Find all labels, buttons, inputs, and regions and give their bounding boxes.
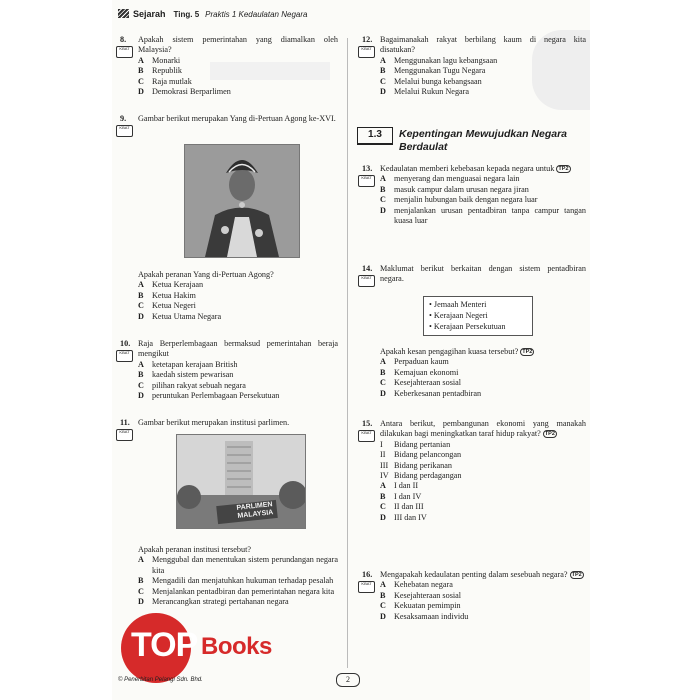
kbat-badge: KBAT	[358, 430, 375, 442]
option-text: Menggunakan Tugu Negara	[394, 66, 486, 76]
option-letter: D	[380, 87, 386, 97]
section-title: Kepentingan Mewujudkan Negara Berdaulat	[399, 128, 568, 153]
info-box-item: • Kerajaan Persekutuan	[429, 321, 532, 332]
statement-numeral: II	[380, 450, 386, 460]
question-text: Bagaimanakah rakyat berbilang kaum di negara kita disatukan?	[380, 35, 586, 55]
option-text: Melalui bunga kebangsaan	[394, 76, 482, 86]
statement-text: Bidang pertanian	[394, 439, 451, 449]
question-11	[119, 418, 338, 434]
publisher-footer: © Penerbitan Pelangi Sdn. Bhd.	[118, 677, 203, 683]
option-a[interactable]	[138, 360, 338, 370]
question-text	[380, 164, 586, 174]
question-8	[120, 35, 338, 97]
option-letter: D	[138, 311, 144, 321]
option-c[interactable]	[138, 587, 338, 597]
question-text: Apakah peranan Yang di-Pertuan Agong?	[138, 270, 274, 279]
option-list	[380, 580, 586, 622]
option-list	[380, 481, 586, 523]
option-text: Menggubal dan menentukan sistem perundangan negara kita	[152, 555, 338, 575]
question-text-body: Apakah kesan pengagihan kuasa tersebut?	[380, 347, 519, 356]
option-text: I dan IV	[394, 491, 422, 501]
question-text	[380, 419, 586, 440]
option-text: Perpaduan kaum	[394, 357, 449, 367]
question-text: Apakah sistem pemerintahan yang diamalkan oleh Malaysia?	[138, 35, 338, 55]
option-letter: C	[380, 195, 386, 205]
option-a[interactable]	[138, 56, 338, 66]
kbat-badge: KBAT	[358, 175, 375, 187]
info-box	[423, 296, 533, 336]
option-letter: A	[380, 174, 386, 184]
option-b[interactable]	[138, 576, 338, 586]
option-letter: A	[380, 481, 386, 491]
section-heading	[357, 127, 587, 157]
statement-numeral: IV	[380, 471, 389, 481]
option-letter: A	[380, 357, 386, 367]
option-letter: A	[138, 359, 144, 369]
option-text: Monarki	[152, 55, 181, 65]
option-letter: A	[380, 580, 386, 590]
option-text: Raja mutlak	[152, 76, 192, 86]
option-letter: D	[380, 512, 386, 522]
tp-badge: TP2	[571, 572, 582, 578]
option-list	[138, 555, 338, 607]
kbat-badge: KBAT	[358, 46, 375, 58]
option-letter: D	[380, 388, 386, 398]
statement-i	[380, 440, 586, 450]
option-text: Kehebatan negara	[394, 580, 453, 590]
option-c[interactable]	[380, 601, 586, 611]
option-c[interactable]	[138, 381, 338, 391]
question-14	[362, 264, 586, 285]
option-c[interactable]	[380, 195, 586, 205]
option-text: Kesaksamaan individu	[394, 611, 469, 621]
option-text: Menggunakan lagu kebangsaan	[394, 55, 498, 65]
option-letter: B	[138, 66, 144, 76]
question-9	[119, 114, 338, 130]
statement-list	[380, 440, 586, 482]
option-text: peruntukan Perlembagaan Persekutuan	[152, 391, 280, 401]
statement-text: Bidang pelancongan	[394, 450, 462, 460]
tp-badge: TP2	[522, 349, 533, 355]
option-b[interactable]	[380, 66, 586, 76]
question-number: 9.	[120, 114, 127, 123]
option-letter: C	[380, 502, 386, 512]
option-letter: A	[380, 55, 386, 65]
header-form: Ting. 5	[173, 10, 200, 19]
question-text-body: Antara berikut, pembangunan ekonomi yang manakah dilakukan bagi meningkatkan taraf hidup rakyat?	[380, 419, 586, 439]
option-letter: D	[138, 597, 144, 607]
option-letter: B	[138, 370, 144, 380]
option-b[interactable]	[138, 370, 338, 380]
question-12	[362, 35, 586, 97]
option-a[interactable]	[138, 280, 338, 290]
option-d[interactable]	[380, 513, 586, 523]
option-letter: D	[380, 205, 386, 215]
option-d[interactable]	[380, 389, 586, 399]
option-a[interactable]	[380, 174, 586, 184]
statement-text: Bidang perikanan	[394, 460, 452, 470]
option-b[interactable]	[380, 591, 586, 601]
option-d[interactable]	[380, 206, 586, 227]
kbat-badge: KBAT	[358, 581, 375, 593]
option-text: Ketua Hakim	[152, 290, 196, 300]
option-text: Kesejahteraan sosial	[394, 378, 462, 388]
question-number: 12.	[362, 35, 373, 44]
option-a[interactable]	[380, 580, 586, 590]
option-c[interactable]	[138, 301, 338, 311]
statement-iii	[380, 461, 586, 471]
question-number: 11.	[120, 418, 130, 427]
statement-iv	[380, 471, 586, 481]
statement-numeral: III	[380, 460, 389, 470]
question-text: Maklumat berikut berkaitan dengan sistem pentadbiran negara.	[380, 264, 586, 284]
option-b[interactable]	[138, 291, 338, 301]
option-letter: A	[138, 555, 144, 565]
question-number: 14.	[362, 264, 373, 273]
option-list	[380, 357, 586, 399]
option-text: Ketua Kerajaan	[152, 280, 204, 290]
option-b[interactable]	[138, 66, 338, 76]
header-subject: Sejarah	[133, 9, 166, 19]
parliament-sign-text: PARLIMEN MALAYSIA	[236, 501, 274, 520]
question-text: Gambar berikut merupakan institusi parlimen.	[138, 418, 290, 427]
option-letter: C	[138, 76, 144, 86]
running-header	[118, 9, 307, 19]
option-text: masuk campur dalam urusan negara jiran	[394, 184, 529, 194]
option-text: menyerang dan menguasai negara lain	[394, 174, 520, 184]
kbat-badge: KBAT	[116, 46, 133, 58]
option-text: Kemajuan ekonomi	[394, 367, 459, 377]
option-letter: B	[138, 576, 144, 586]
option-letter: A	[138, 55, 144, 65]
info-box-item: • Jemaah Menteri	[429, 299, 532, 310]
option-letter: A	[138, 280, 144, 290]
option-letter: C	[138, 380, 144, 390]
tp-badge: TP2	[558, 166, 569, 172]
question-9-prompt	[120, 270, 338, 322]
option-text: III dan IV	[394, 512, 427, 522]
statement-numeral: I	[380, 439, 383, 449]
option-text: Keberkesanan pentadbiran	[394, 388, 482, 398]
option-text: Kekuatan pemimpin	[394, 601, 461, 611]
option-text: kaedah sistem pewarisan	[152, 370, 234, 380]
option-text: Menjalankan pentadbiran dan pemerintahan negara kita	[152, 586, 335, 596]
question-text	[380, 570, 586, 580]
option-c[interactable]	[380, 378, 586, 388]
tp-badge: TP2	[544, 431, 555, 438]
column-divider	[347, 38, 348, 668]
option-d[interactable]	[138, 87, 338, 97]
kbat-badge: KBAT	[116, 350, 133, 362]
question-13	[362, 164, 586, 226]
option-list	[138, 360, 338, 402]
option-letter: B	[380, 66, 386, 76]
question-14-prompt	[362, 347, 586, 399]
question-15	[362, 419, 586, 523]
statement-ii	[380, 450, 586, 460]
option-text: Kesejahteraan sosial	[394, 590, 462, 600]
option-d[interactable]	[138, 597, 338, 607]
watermark-books-text: Books	[201, 633, 272, 660]
question-number: 16.	[362, 570, 373, 579]
option-text: Mengadili dan menjatuhkan hukuman terhadap pesalah	[152, 576, 334, 586]
option-text: II dan III	[394, 502, 424, 512]
question-number: 13.	[362, 164, 373, 173]
option-b[interactable]	[380, 368, 586, 378]
option-b[interactable]	[380, 492, 586, 502]
option-letter: D	[380, 611, 386, 621]
option-d[interactable]	[138, 391, 338, 401]
king-portrait-image	[185, 145, 299, 257]
option-a[interactable]	[380, 481, 586, 491]
option-c[interactable]	[380, 77, 586, 87]
option-letter: C	[380, 378, 386, 388]
page-number: 2	[336, 673, 360, 687]
option-c[interactable]	[138, 77, 338, 87]
option-text: Republik	[152, 66, 183, 76]
option-list	[380, 174, 586, 226]
option-d[interactable]	[380, 612, 586, 622]
statement-text: Bidang perdagangan	[394, 471, 462, 481]
question-text-body: Mengapakah kedaulatan penting dalam sesebuah negara?	[380, 570, 568, 579]
option-text: menjalankan urusan pentadbiran tanpa campur tangan kuasa luar	[394, 205, 586, 226]
option-letter: C	[380, 76, 386, 86]
question-text	[380, 347, 586, 357]
publisher-logo-icon	[118, 9, 129, 18]
header-chapter: Praktis 1 Kedaulatan Negara	[205, 10, 308, 19]
question-16	[362, 570, 586, 622]
info-box-item: • Kerajaan Negeri	[429, 310, 532, 321]
option-list	[138, 56, 338, 98]
option-a[interactable]	[380, 357, 586, 367]
option-letter: D	[138, 391, 144, 401]
option-letter: B	[380, 590, 386, 600]
option-text: Demokrasi Berparlimen	[152, 87, 231, 97]
kbat-badge: KBAT	[358, 275, 375, 287]
option-a[interactable]	[380, 56, 586, 66]
option-c[interactable]	[380, 502, 586, 512]
question-11-prompt	[120, 545, 338, 607]
option-letter: C	[380, 601, 386, 611]
option-letter: B	[380, 367, 386, 377]
option-b[interactable]	[380, 185, 586, 195]
option-letter: C	[138, 301, 144, 311]
option-d[interactable]	[138, 312, 338, 322]
kbat-badge: KBAT	[116, 429, 133, 441]
option-text: I dan II	[394, 481, 419, 491]
option-text: menjalin hubungan baik dengan negara luar	[394, 195, 538, 205]
option-list	[138, 280, 338, 322]
question-number: 8.	[120, 35, 127, 44]
question-text: Raja Berperlembagaan bermaksud pemerintahan beraja mengikut	[138, 339, 338, 359]
option-a[interactable]	[138, 555, 338, 576]
option-d[interactable]	[380, 87, 586, 97]
watermark-top-text: TOP	[131, 626, 198, 664]
option-letter: B	[380, 491, 386, 501]
question-text: Gambar berikut merupakan Yang di-Pertuan Agong ke-XVI.	[138, 114, 336, 123]
option-letter: D	[138, 87, 144, 97]
option-letter: C	[138, 586, 144, 596]
section-number: 1.3	[357, 127, 393, 145]
option-text: Ketua Negeri	[152, 301, 196, 311]
king-portrait-photo	[184, 144, 300, 258]
question-text: Apakah peranan institusi tersebut?	[138, 545, 251, 554]
option-text: Ketua Utama Negara	[152, 311, 222, 321]
kbat-badge: KBAT	[116, 125, 133, 137]
question-text-body: Kedaulatan memberi kebebasan kepada negara untuk	[380, 164, 555, 173]
option-letter: B	[380, 184, 386, 194]
question-10	[120, 339, 338, 401]
option-text: Melalui Rukun Negara	[394, 87, 470, 97]
option-list	[380, 56, 586, 98]
option-text: pilihan rakyat sebuah negara	[152, 380, 246, 390]
question-number: 15.	[362, 419, 373, 428]
option-text: Merancangkan strategi pertahanan negara	[152, 597, 289, 607]
option-text: ketetapan kerajaan British	[152, 359, 238, 369]
question-number: 10.	[120, 339, 131, 348]
option-letter: B	[138, 290, 144, 300]
